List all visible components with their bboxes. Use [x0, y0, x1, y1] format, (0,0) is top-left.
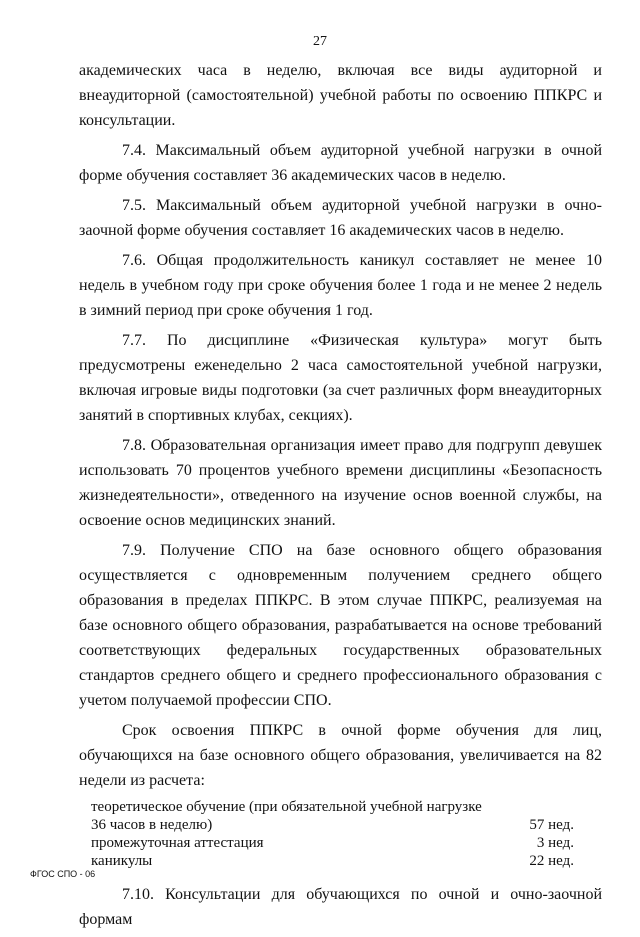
schedule-value: 3 нед.: [536, 835, 574, 851]
paragraph-7-6: 7.6. Общая продолжительность каникул составляет не менее 10 недель в учебном году при сроке обучения более 1 года и не менее 2 недель в зимний период при сроке обучения 1 год.: [79, 252, 602, 319]
schedule-row: [91, 852, 574, 870]
schedule-label: теоретическое обучение (при обязательной учебной нагрузке 36 часов в неделю): [91, 799, 482, 833]
paragraph-7-5: 7.5. Максимальный объем аудиторной учебной нагрузки в очно-заочной форме обучения составляет 16 академических часов в неделю.: [79, 197, 602, 239]
schedule-row: [91, 834, 574, 852]
page-content: [79, 58, 602, 937]
paragraph-continuation: академических часа в неделю, включая все виды аудиторной и внеаудиторной (самостоятельной) учебной работы по освоению ППКРС и консультации.: [79, 62, 602, 129]
schedule-value: 22 нед.: [529, 853, 574, 869]
schedule-label: каникулы: [91, 853, 153, 869]
schedule-value: 57 нед.: [529, 817, 574, 833]
footer-label: ФГОС СПО - 06: [30, 869, 96, 879]
paragraph-7-10: 7.10. Консультации для обучающихся по очной и очно-заочной формам: [79, 886, 602, 928]
page-number: 27: [313, 34, 327, 49]
paragraph-7-8: 7.8. Образовательная организация имеет право для подгрупп девушек использовать 70 процентов учебного времени дисциплины «Безопасность жизнедеятельности», отведенного на изучение основ военной службы, на освоение основ медицинских знаний.: [79, 437, 602, 529]
schedule-label: промежуточная аттестация: [91, 835, 264, 851]
schedule-list: [91, 798, 574, 870]
paragraph-duration: Срок освоения ППКРС в очной форме обучения для лиц, обучающихся на базе основного общего образования, увеличивается на 82 недели из расчета:: [79, 722, 602, 789]
paragraph-7-7: 7.7. По дисциплине «Физическая культура» могут быть предусмотрены еженедельно 2 часа самостоятельной учебной нагрузки, включая игровые виды подготовки (за счет различных форм внеаудиторных занятий в спортивных клубах, секциях).: [79, 332, 602, 424]
paragraph-7-9: 7.9. Получение СПО на базе основного общего образования осуществляется с одновременным получением среднего общего образования в пределах ППКРС. В этом случае ППКРС, реализуемая на базе основного общего образования, разрабатывается на основе требований соответствующих федеральных государственных образовательных стандартов среднего общего и среднего профессионального образования с учетом получаемой профессии СПО.: [79, 542, 602, 709]
schedule-row: [91, 798, 574, 834]
paragraph-7-4: 7.4. Максимальный объем аудиторной учебной нагрузки в очной форме обучения составляет 36 академических часов в неделю.: [79, 142, 602, 184]
